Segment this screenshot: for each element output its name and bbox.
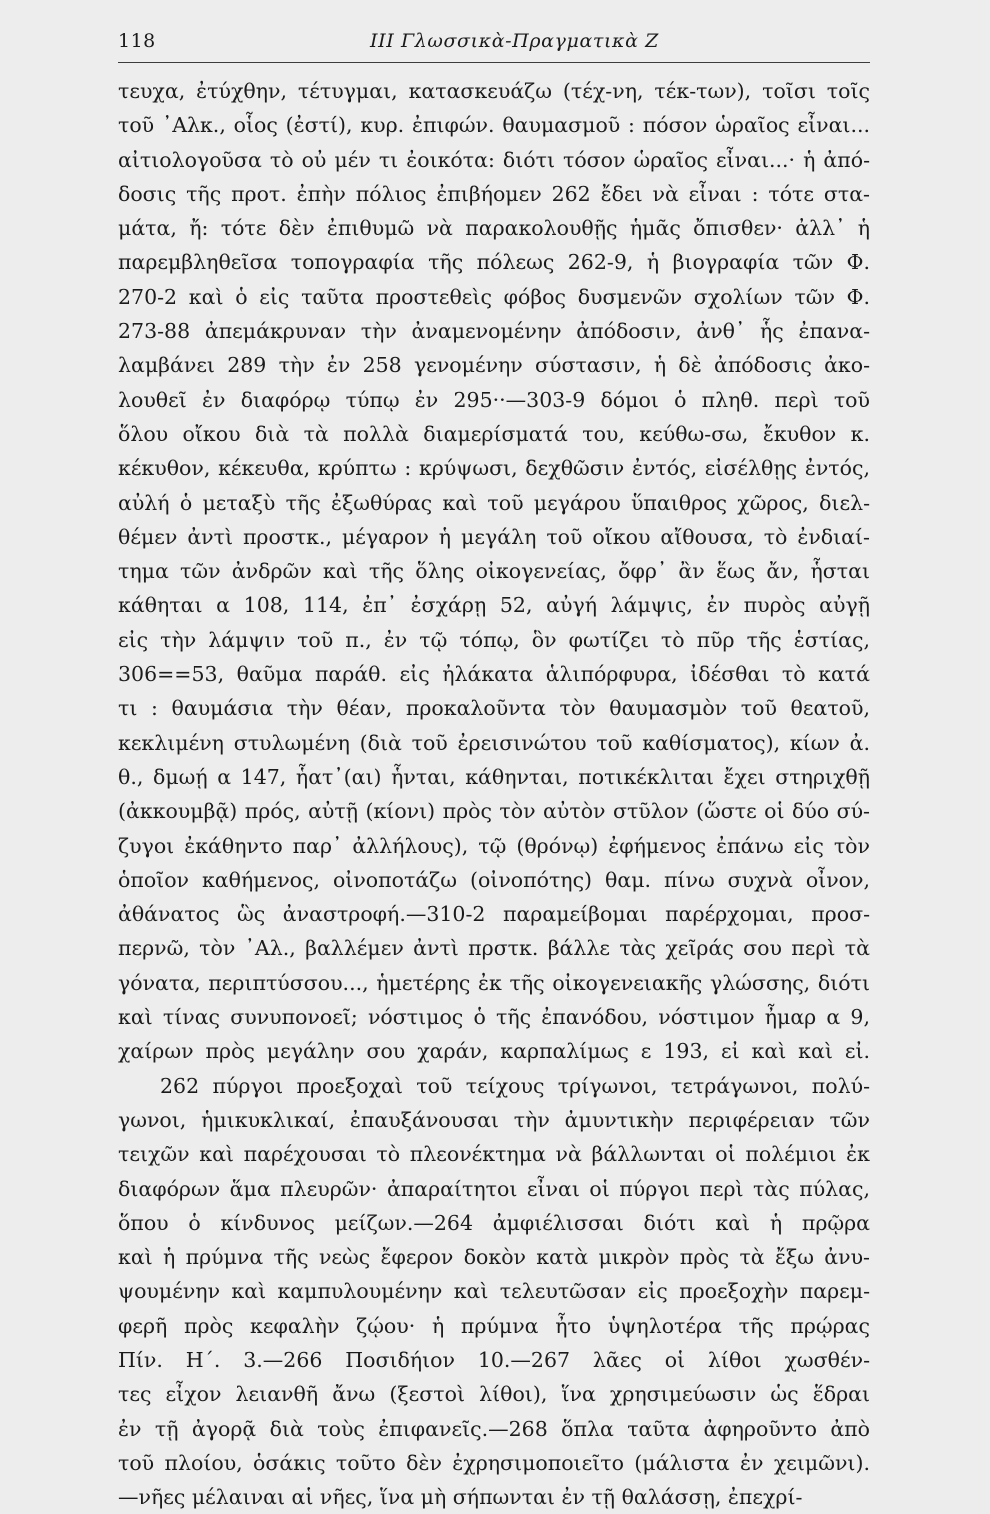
text-line: τι : θαυμάσια τὴν θέαν, προκαλοῦντα τὸν θαυμασμὸν τοῦ θεατοῦ, <box>118 696 870 721</box>
header-rule <box>118 62 870 63</box>
text-line: ψουμένην καὶ καμπυλουμένην καὶ τελευτῶσαν εἰς προεξοχὴν παρεμ- <box>118 1279 870 1304</box>
text-line: αὐλή ὁ μεταξὺ τῆς ἐξωθύρας καὶ τοῦ μεγάρου ὕπαιθρος χῶρος, διελ- <box>118 490 870 515</box>
text-line: φερῆ πρὸς κεφαλὴν ζῴου· ἡ πρύμνα ἦτο ὑψηλοτέρα τῆς πρῴρας <box>118 1313 870 1338</box>
page-header <box>118 30 870 60</box>
text-line: τευχα, ἐτύχθην, τέτυγμαι, κατασκευάζω (τέχ-νη, τέκ-των), τοῖσι τοῖς <box>118 79 870 103</box>
text-line: τημα τῶν ἀνδρῶν καὶ τῆς ὅλης οἰκογενείας, ὄφρ᾿ ἂν ἕως ἄν, ἧσται <box>118 559 870 584</box>
text-line: λαμβάνει 289 τὴν ἐν 258 γενομένην σύστασιν, ἡ δὲ ἀπόδοσις ἀκο- <box>118 353 870 378</box>
text-line: τοῦ ᾿Αλκ., οἷος (ἐστί), κυρ. ἐπιφών. θαυμασμοῦ : πόσον ὡραῖος εἶναι... <box>118 113 870 138</box>
text-line: 262 πύργοι προεξοχαὶ τοῦ τείχους τρίγωνοι, τετράγωνοι, πολύ- <box>160 1073 870 1098</box>
text-line: παρεμβληθεῖσα τοπογραφία τῆς πόλεως 262-9, ἡ βιογραφία τῶν Φ. <box>118 250 870 275</box>
text-line: καὶ ἡ πρύμνα τῆς νεὼς ἔφερον δοκὸν κατὰ μικρὸν πρὸς τὰ ἔξω ἀνυ- <box>118 1245 870 1270</box>
running-title: ΙΙΙ Γλωσσικὰ-Πραγματικὰ Ζ <box>370 30 659 52</box>
text-line: τες εἶχον λειανθῆ ἄνω (ξεστοὶ λίθοι), ἵνα χρησιμεύωσιν ὡς ἕδραι <box>118 1382 870 1407</box>
text-line: κέκυθον, κέκευθα, κρύπτω : κρύψωσι, δεχθῶσιν ἐντός, εἰσέλθῃς ἐντός, <box>118 456 870 481</box>
text-line: κεκλιμένη στυλωμένη (διὰ τοῦ ἐρεισινώτου τοῦ καθίσματος), κίων ἀ. <box>118 730 870 755</box>
text-line: αἰτιολογοῦσα τὸ οὐ μέν τι ἐοικότα: διότι τόσον ὡραῖος εἶναι...· ἡ ἀπό- <box>118 147 870 172</box>
text-line: ὅπου ὁ κίνδυνος μείζων.—264 ἀμφιέλισσαι διότι καὶ ἡ πρῷρα <box>118 1210 870 1235</box>
text-line: —νῆες μέλαιναι αἱ νῆες, ἵνα μὴ σήπωνται ἐν τῇ θαλάσσῃ, ἐπεχρί- <box>118 1485 803 1510</box>
text-line: 270-2 καὶ ὁ εἰς ταῦτα προστεθεὶς φόβος δυσμενῶν σχολίων τῶν Φ. <box>118 284 870 309</box>
text-line: γόνατα, περιπτύσσου..., ἡμετέρης ἐκ τῆς οἰκογενειακῆς γλώσσης, διότι <box>118 970 870 995</box>
text-line: καὶ τίνας συνυπονοεῖ; νόστιμος ὁ τῆς ἐπανόδου, νόστιμον ἦμαρ α 9, <box>118 1005 870 1030</box>
text-line: δοσις τῆς προτ. ἐπὴν πόλιος ἐπιβήομεν 262 ἔδει νὰ εἶναι : τότε στα- <box>118 181 870 206</box>
text-line: 273-88 ἀπεμάκρυναν τὴν ἀναμενομένην ἀπόδοσιν, ἀνθ᾿ ἧς ἐπανα- <box>118 319 870 344</box>
text-line: θέμεν ἀντὶ προστκ., μέγαρον ἡ μεγάλη τοῦ οἴκου αἴθουσα, τὸ ἐνδιαί- <box>118 524 870 549</box>
text-line: 306==53, θαῦμα παράθ. εἰς ἠλάκατα ἁλιπόρφυρα, ἰδέσθαι τὸ κατά <box>118 662 870 687</box>
text-line: γωνοι, ἡμικυκλικαί, ἐπαυξάνουσαι τὴν ἀμυντικὴν περιφέρειαν τῶν <box>118 1107 870 1132</box>
text-line: ὁποῖον καθήμενος, οἰνοποτάζω (οἰνοπότης) θαμ. πίνω συχνὰ οἶνον, <box>118 867 870 892</box>
text-line: θ., δμωῄ α 147, ἧατ᾿(αι) ἧνται, κάθηνται, ποτικέκλιται ἔχει στηριχθῇ <box>118 764 870 789</box>
text-line: τοῦ πλοίου, ὁσάκις τοῦτο δὲν ἐχρησιμοποιεῖτο (μάλιστα ἐν χειμῶνι). <box>118 1450 870 1475</box>
text-line: χαίρων πρὸς μεγάλην σου χαράν, καρπαλίμως ε 193, εἰ καὶ καὶ εἰ. <box>118 1039 870 1064</box>
text-line: μάτα, ἤ: τότε δὲν ἐπιθυμῶ νὰ παρακολουθῇς ἡμᾶς ὄπισθεν· ἀλλ᾿ ἡ <box>118 216 870 241</box>
text-line: ἀθάνατος ὣς ἀναστροφή.—310-2 παραμείβομαι παρέρχομαι, προσ- <box>118 902 870 927</box>
text-line: Πίν. Η΄. 3.—266 Ποσιδήιον 10.—267 λᾶες οἱ λίθοι χωσθέν- <box>118 1347 870 1372</box>
text-line: ἐν τῇ ἀγορᾷ διὰ τοὺς ἐπιφανεῖς.—268 ὅπλα ταῦτα ἀφηροῦντο ἀπὸ <box>118 1416 870 1441</box>
text-line: κάθηται α 108, 114, ἐπ᾿ ἐσχάρῃ 52, αὐγή λάμψις, ἐν πυρὸς αὐγῇ <box>118 593 870 618</box>
text-line: εἰς τὴν λάμψιν τοῦ π., ἐν τῷ τόπῳ, ὃν φωτίζει τὸ πῦρ τῆς ἑστίας, <box>118 627 870 652</box>
text-line: ὅλου οἴκου διὰ τὰ πολλὰ διαμερίσματά του, κεύθω-σω, ἔκυθον κ. <box>118 421 870 446</box>
text-line: περνῶ, τὸν ᾿Αλ., βαλλέμεν ἀντὶ πρστκ. βάλλε τὰς χεῖράς σου περὶ τὰ <box>118 936 870 961</box>
commentary-text <box>118 74 870 1514</box>
text-line: διαφόρων ἅμα πλευρῶν· ἀπαραίτητοι εἶναι οἱ πύργοι περὶ τὰς πύλας, <box>118 1176 870 1201</box>
page-number: 118 <box>118 30 156 52</box>
text-line: ζυγοι ἐκάθηντο παρ᾿ ἀλλήλους), τῷ (θρόνῳ) ἐφήμενος ἐπάνω εἰς τὸν <box>118 833 870 858</box>
text-line: λουθεῖ ἐν διαφόρῳ τύπῳ ἐν 295··—303-9 δόμοι ὁ πληθ. περὶ τοῦ <box>118 387 870 412</box>
text-line: τειχῶν καὶ παρέχουσαι τὸ πλεονέκτημα νὰ βάλλωνται οἱ πολέμιοι ἐκ <box>118 1142 870 1167</box>
text-line: (ἀκκουμβᾷ) πρός, αὐτῇ (κίονι) πρὸς τὸν αὐτὸν στῦλον (ὥστε οἱ δύο σύ- <box>118 799 870 824</box>
